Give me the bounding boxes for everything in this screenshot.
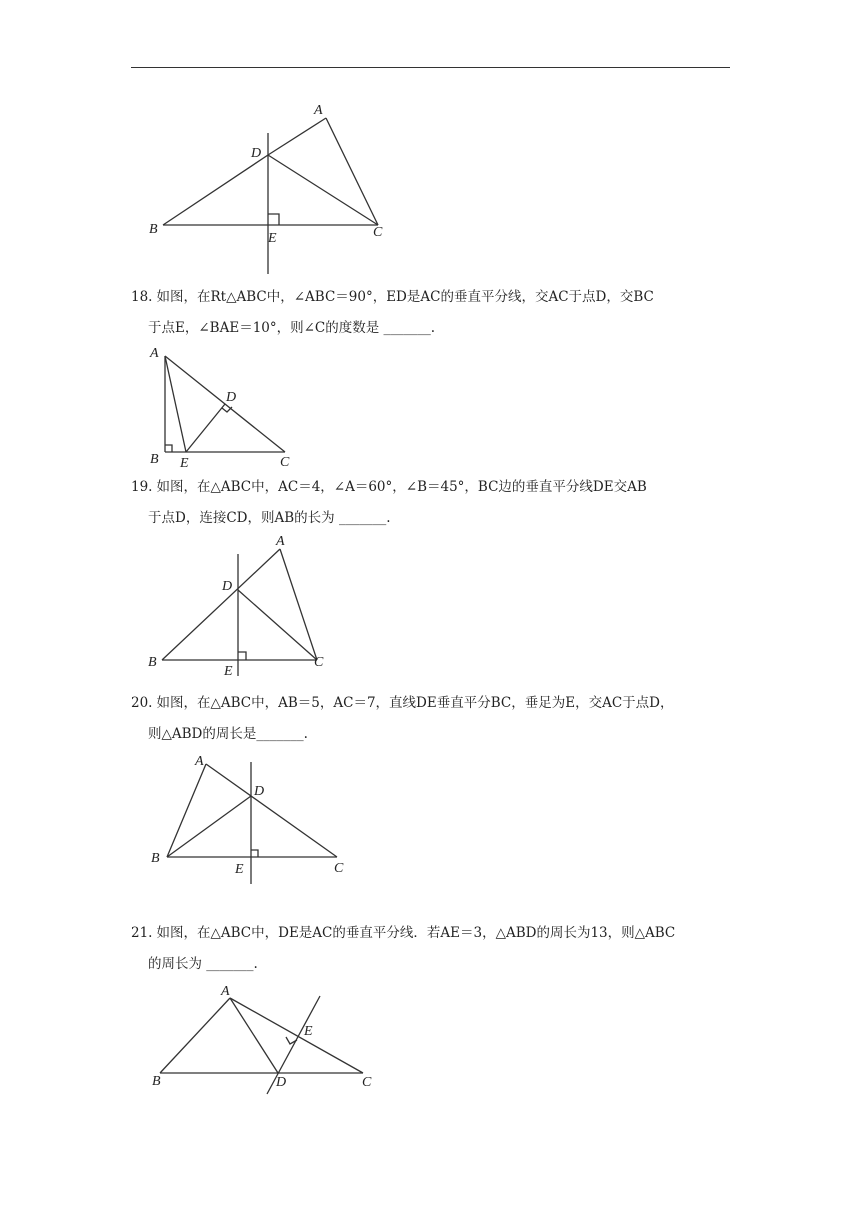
question-text-line1: 如图，在Rt△ABC中，∠ABC＝90°，ED是AC的垂直平分线，交AC于点D，交BC	[156, 289, 654, 305]
segment-da	[268, 118, 326, 155]
label-a: A	[276, 534, 285, 549]
label-d: D	[226, 390, 237, 405]
label-a: A	[314, 103, 323, 118]
label-a: A	[150, 346, 159, 361]
label-b: B	[152, 1074, 161, 1089]
segment-ed	[186, 404, 225, 452]
figure-q20	[145, 745, 360, 890]
figure-q21	[145, 978, 380, 1098]
label-e: E	[180, 456, 189, 471]
label-a: A	[195, 754, 204, 769]
label-e: E	[235, 862, 244, 877]
question-text-line2: 于点D，连接CD，则AB的长为 _______.	[148, 510, 391, 526]
label-c: C	[280, 455, 290, 470]
question-text-line1: 如图，在△ABC中，AB＝5，AC＝7，直线DE垂直平分BC，垂足为E，交AC于点D，	[156, 695, 674, 711]
question-number: 21.	[131, 925, 153, 941]
label-d: D	[222, 579, 233, 594]
question-20	[131, 688, 736, 750]
segment-ac	[230, 998, 363, 1073]
question-21	[131, 918, 736, 980]
right-angle-mark	[268, 214, 279, 225]
label-b: B	[149, 222, 158, 237]
figure-q17	[140, 95, 400, 280]
right-angle-mark	[251, 850, 258, 857]
label-d: D	[276, 1075, 287, 1090]
question-text-line2: 则△ABD的周长是_______.	[148, 726, 308, 742]
right-angle-mark-d	[222, 407, 232, 412]
label-b: B	[148, 655, 157, 670]
question-number: 18.	[131, 289, 153, 305]
segment-ba	[162, 549, 280, 660]
right-angle-mark	[238, 652, 246, 660]
label-e: E	[224, 664, 233, 679]
label-c: C	[373, 225, 383, 240]
right-angle-mark-b	[165, 445, 172, 452]
label-a: A	[221, 984, 230, 999]
figure-q18	[145, 342, 305, 472]
label-d: D	[254, 784, 265, 799]
question-number: 19.	[131, 479, 153, 495]
figure-q19	[145, 530, 340, 680]
question-text-line2: 于点E，∠BAE＝10°，则∠C的度数是 _______.	[148, 320, 436, 336]
segment-ac	[206, 764, 337, 857]
label-d: D	[251, 146, 262, 161]
question-text-line1: 如图，在△ABC中，DE是AC的垂直平分线．若AE＝3，△ABD的周长为13，则△ABC	[156, 925, 676, 941]
segment-bd	[163, 155, 268, 225]
header-rule	[131, 67, 730, 68]
question-text-line1: 如图，在△ABC中，AC＝4，∠A＝60°，∠B＝45°，BC边的垂直平分线DE交AB	[156, 479, 647, 495]
label-b: B	[151, 851, 160, 866]
question-18	[131, 282, 736, 344]
right-angle-mark	[286, 1037, 297, 1044]
question-number: 20.	[131, 695, 153, 711]
question-text-line2: 的周长为 _______.	[148, 956, 258, 972]
question-19	[131, 472, 736, 534]
label-c: C	[362, 1075, 372, 1090]
label-b: B	[150, 452, 159, 467]
segment-ad	[230, 998, 278, 1073]
label-e: E	[304, 1024, 313, 1039]
segment-ba	[160, 998, 230, 1073]
label-c: C	[334, 861, 344, 876]
label-e: E	[268, 231, 277, 246]
label-c: C	[314, 655, 324, 670]
